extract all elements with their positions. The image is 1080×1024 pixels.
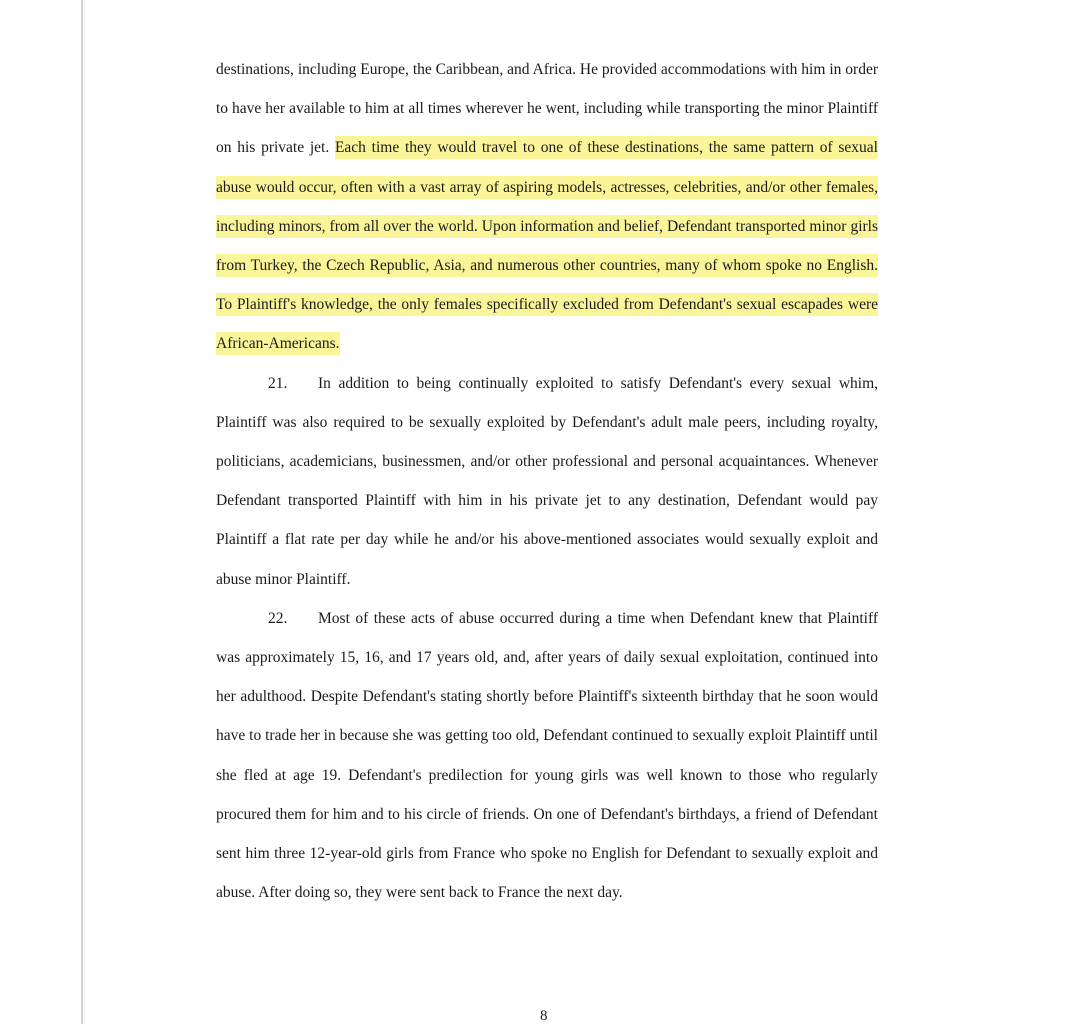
page-left-edge-shadow bbox=[84, 0, 85, 1024]
paragraph-text: In addition to being continually exploited to satisfy Defendant's every sexual whim, Plaintiff was also required to be sexually exploited by Defendant's adult male peers, including royalty, politicians, academicians, businessmen, and/or other professional and personal acquaintances. Whenever Defendant transported Plaintiff with him in his private jet to any destination, Defendant would pay Plaintiff a flat rate per day while he and/or his above-mentioned associates would sexually exploit and abuse minor Plaintiff. bbox=[216, 374, 878, 588]
highlighted-text: Each time they would travel to one of these destinations, the same pattern of sexual abuse would occur, often with a vast array of aspiring models, actresses, celebrities, and/or other females, including minors, from all over the world. Upon information and belief, Defendant transported minor girls from Turkey, the Czech Republic, Asia, and numerous other countries, many of whom spoke no English. To Plaintiff's knowledge, the only females specifically excluded from Defendant's sexual escapades were African-Americans. bbox=[216, 136, 878, 355]
paragraph-text: destinations, including Europe, the Caribbean, and Africa. He provided accommodations with him in order to have her available to him at all times wherever he went, including while transporting the minor Plaintiff on his private jet. bbox=[216, 61, 878, 157]
paragraph-22 bbox=[216, 599, 878, 913]
paragraph-continued bbox=[216, 50, 878, 364]
page-number: 8 bbox=[540, 1008, 548, 1024]
paragraph-number: 21. bbox=[268, 374, 288, 392]
paragraph-text: Most of these acts of abuse occurred during a time when Defendant knew that Plaintiff was approximately 15, 16, and 17 years old, and, after years of daily sexual exploitation, continued into her adulthood. Despite Defendant's stating shortly before Plaintiff's sixteenth birthday that he soon would have to trade her in because she was getting too old, Defendant continued to sexually exploit Plaintiff until she fled at age 19. Defendant's predilection for young girls was well known to those who regularly procured them for him and to his circle of friends. On one of Defendant's birthdays, a friend of Defendant sent him three 12-year-old girls from France who spoke no English for Defendant to sexually exploit and abuse. After doing so, they were sent back to France the next day. bbox=[216, 609, 878, 902]
document-page bbox=[216, 50, 878, 912]
paragraph-number: 22. bbox=[268, 609, 288, 627]
paragraph-21 bbox=[216, 364, 878, 599]
page-left-edge bbox=[81, 0, 83, 1024]
